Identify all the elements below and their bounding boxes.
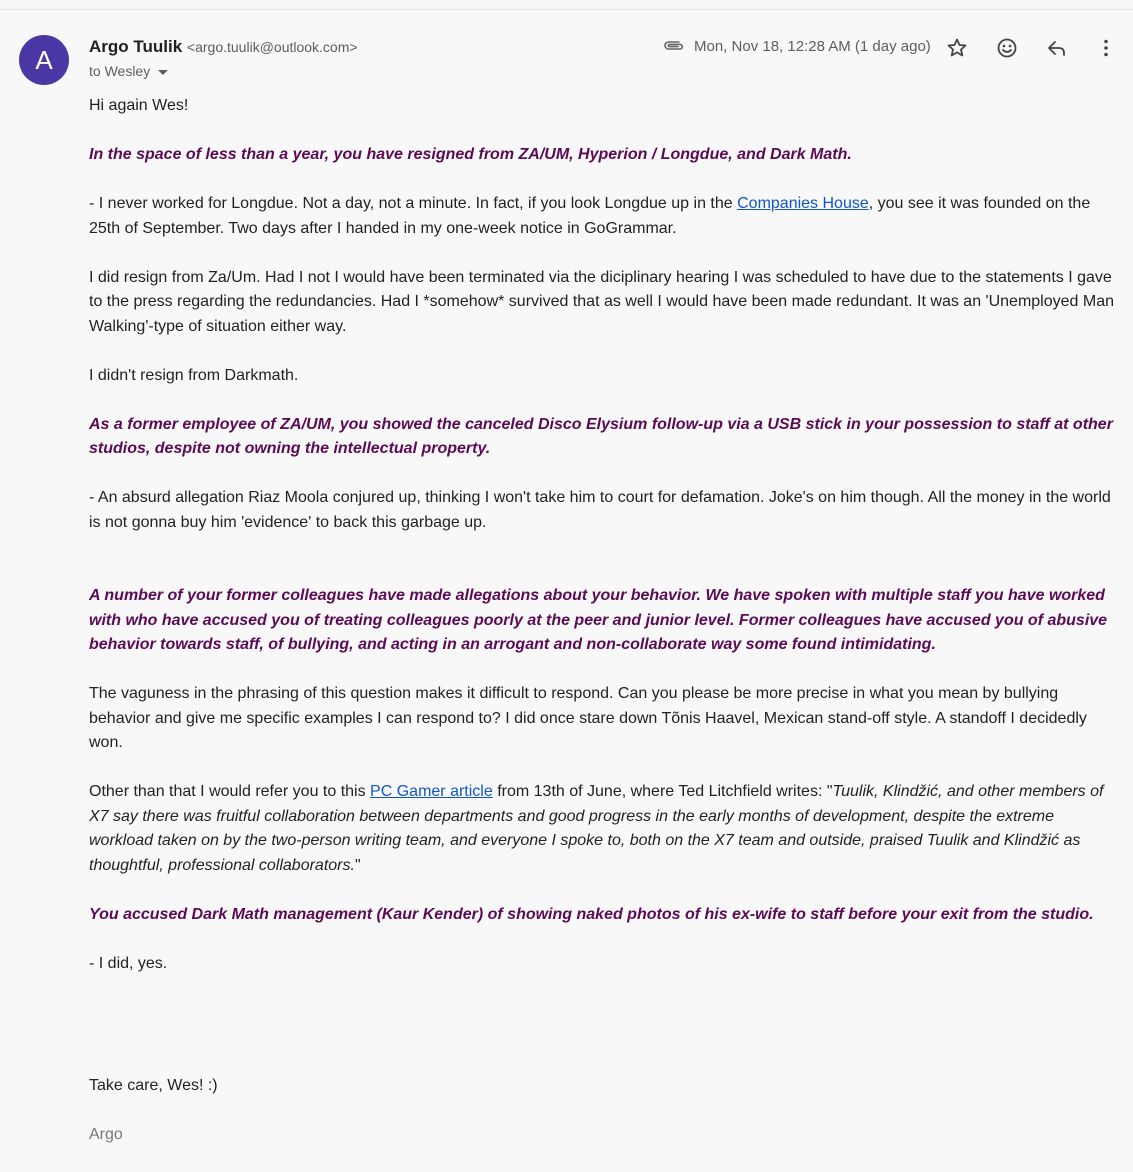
answer-1 (89, 192, 1119, 241)
question-3: A number of your former colleagues have made allegations about your behavior. We have spoken with multiple staff you have worked with who have accused you of treating colleagues poorly at the peer and junior level. Former colleagues have accused you of abusive behavior towards staff, of bullying, and acting in an arrogant and non-collaborate way some found intimidating. (89, 587, 1108, 653)
answer-1b: I did resign from Za/Um. Had I not I would have been terminated via the diciplinary hearing I was scheduled to have due to the statements I gave to the press regarding the redundancies. Had I *somehow* survived that as well I would have been made redundant. It was an 'Unemployed Man Walking'-type of situation either way. (89, 268, 1114, 335)
companies-house-link[interactable]: Companies House (737, 195, 869, 212)
message-date: Mon, Nov 18, 12:28 AM (1 day ago) (694, 38, 931, 55)
answer-3: The vaguness in the phrasing of this question makes it difficult to respond. Can you please be more precise in what you mean by bullying behavior and give me specific examples I can respond to? I did once stare down Tõnis Haavel, Mexican stand-off style. A standoff I decidedly won. (89, 685, 1087, 751)
message-body (89, 94, 1119, 1172)
answer-3b-intro: from 13th of June, where Ted Litchfield writes: " (492, 783, 833, 800)
closing: Take care, Wes! :) (89, 1077, 218, 1094)
question-4: You accused Dark Math management (Kaur Kender) of showing naked photos of his ex-wife to staff before your exit from the studio. (89, 905, 1094, 923)
answer-4: - I did, yes. (89, 954, 168, 972)
avatar[interactable]: A (19, 35, 69, 85)
answer-1c: I didn't resign from Darkmath. (89, 366, 299, 384)
signature: Argo (89, 1126, 123, 1143)
top-divider (0, 9, 1133, 10)
greeting: Hi again Wes! (89, 97, 189, 114)
pc-gamer-article-link[interactable]: PC Gamer article (370, 783, 493, 800)
sender-email: <argo.tuulik@outlook.com> (186, 39, 358, 55)
chevron-down-icon[interactable] (158, 70, 168, 75)
emoji-icon[interactable] (995, 36, 1019, 60)
question-2: As a former employee of ZA/UM, you showed the canceled Disco Elysium follow-up via a USB stick in your possession to staff at other studios, despite not owning the intellectual property. (89, 415, 1113, 457)
attachment-icon (662, 38, 686, 54)
article-quote: Tuulik, Klindžić, and other members of X7 say there was fruitful collaboration between departments and good progress in the early months of development, despite the extreme workload taken on by the two-person writing team, and everyone I spoke to, both on the X7 team and outside, praised Tuulik and Klindžić as thoughtful, professional collaborators. (89, 783, 1104, 874)
more-icon[interactable] (1094, 36, 1118, 60)
recipient-toggle[interactable] (89, 63, 168, 79)
reply-icon[interactable] (1045, 36, 1069, 60)
answer-2: - An absurd allegation Riaz Moola conjured up, thinking I won't take him to court for defamation. Joke's on him though. All the money in the world is not gonna buy him 'evidence' to back this garbage up. (89, 489, 1111, 531)
question-1: In the space of less than a year, you have resigned from ZA/UM, Hyperion / Longdue, and Dark Math. (89, 146, 852, 163)
sender-name[interactable]: Argo Tuulik (89, 37, 183, 56)
quote-end: " (354, 856, 361, 874)
answer-1-text: - I never worked for Longdue. Not a day, not a minute. In fact, if you look Longdue up in the (89, 195, 738, 212)
sender-line (89, 37, 358, 57)
recipient-label: to Wesley (89, 63, 151, 79)
answer-3b (89, 780, 1119, 878)
answer-1-text-cont: , you see it was founded on the 25th of September. Two days after I handed in my one-week notice in GoGrammar. (89, 195, 1091, 237)
star-icon[interactable] (945, 36, 969, 60)
answer-3b-text: Other than that I would refer you to this (89, 783, 371, 800)
